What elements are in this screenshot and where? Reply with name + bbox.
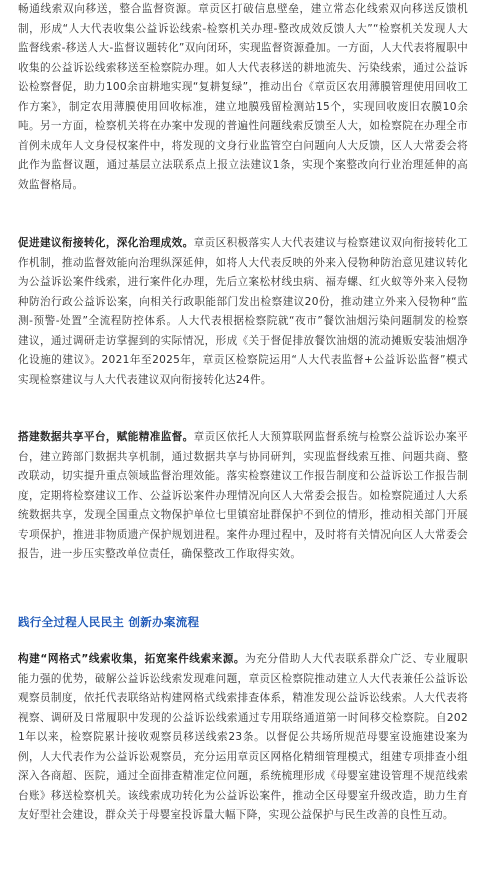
paragraph-grid-clue-collection <box>18 650 468 826</box>
section-heading: 践行全过程人民民主 创新办案流程 <box>18 615 200 629</box>
paragraph-lead: 促进建议衔接转化，深化治理成效。 <box>18 237 194 249</box>
paragraph-text: 畅通线索双向移送，整合监督资源。章贡区打破信息壁垒，建立常态化线索双向移送反馈机制，形成“人大代表收集公益诉讼线索-检察机关办理-整改成效反馈人大”“检察机关发现人大监督线索-移送人大-监督议题转化”双向闭环，实现监督资源叠加。一方面，人大代表将履职中收集的公益诉讼线索移送至检察院办理。如人大代表移送的耕地流失、污染线索，通过公益诉讼检察督促，助力100余亩耕地实现“复耕复绿”，推动出台《章贡区农用薄膜管理使用回收工作方案》，制定农用薄膜使用回收标准，建立地膜残留检测站15个，实现回收废旧农膜10余吨。另一方面，检察机关将在办案中发现的普遍性问题线索反馈至人大，如检察院在办理全市首例未成年人文身侵权案件中，将发现的文身行业监管空白问题向人大反馈，区人大常委会将此作为监督议题，通过基层立法联系点上报立法建议1条，实现个案整改向行业治理延伸的高效监督格局。 <box>18 3 468 191</box>
paragraph-text: 章贡区积极落实人大代表建议与检察建议双向衔接转化工作机制，推动监督效能向治理纵深延伸，如将人大代表反映的外来入侵物种防治意见建议转化为公益诉讼案件线索，进行案件化办理，先后立案松材线虫病、福寿螺、红火蚁等外来入侵物种防治行政公益诉讼案，向相关行政职能部门发出检察建议20份，推动建立外来入侵物种“监测-预警-处置”全流程防控体系。人大代表根据检察院就“夜市”餐饮油烟污染问题制发的检察建议，通过调研走访掌握到的实际情况，形成《关于督促排放餐饮油烟的流动摊贩安装油烟净化设施的建议》。2021年至2025年，章贡区检察院运用“人大代表监督+公益诉讼监督”模式实现检察建议与人大代表建议双向衔接转化达24件。 <box>18 237 468 386</box>
paragraph-data-sharing <box>18 428 468 565</box>
paragraph-text: 为充分借助人大代表联系群众广泛、专业履职能力强的优势，破解公益诉讼线索发现难问题，章贡区检察院推动建立人大代表兼任公益诉讼观察员制度，依托代表联络站构建网格式线索排查体系，精准发现公益诉讼线索。人大代表将视察、调研及日常履职中发现的公益诉讼线索通过专用联络通道第一时间移交检察院。自2021年以来，检察院累计接收观察员移送线索23条。以督促公共场所规范母婴室设施建设案为例，人大代表作为公益诉讼观察员，充分运用章贡区网格化精细管理模式，组建专项排查小组深入各商超、医院，通过全面排查精准定位问题，系统梳理形成《母婴室建设管理不规范线索台账》移送检察机关。该线索成功转化为公益诉讼案件，推动全区母婴室升级改造，助力生育友好型社会建设，群众关于母婴室投诉量大幅下降，实现公益保护与民生改善的良性互动。 <box>18 653 468 821</box>
paragraph-lead: 搭建数据共享平台，赋能精准监督。 <box>18 431 194 443</box>
paragraph-thread-handoff <box>18 0 468 195</box>
paragraph-lead: 构建“网格式”线索收集，拓宽案件线索来源。 <box>18 653 246 665</box>
paragraph-suggestion-conversion <box>18 234 468 390</box>
paragraph-text: 章贡区依托人大预算联网监督系统与检察公益诉讼办案平台，建立跨部门数据共享机制，通过数据共享与协同研判，实现监督线索互推、问题共商、整改联动，切实提升重点领域监督治理效能。落实检察建议工作报告制度和公益诉讼工作报告制度，定期将检察建议工作、公益诉讼案件办理情况向区人大常委会报告。如检察院通过人大系统数据共享，发现全国重点文物保护单位七里镇窑址群保护不到位的情形，推动相关部门开展专项保护，推进非物质遗产保护规划进程。案件办理过程中，及时将有关情况向区人大常委会报告，进一步压实整改单位责任，确保整改工作取得实效。 <box>18 431 468 560</box>
